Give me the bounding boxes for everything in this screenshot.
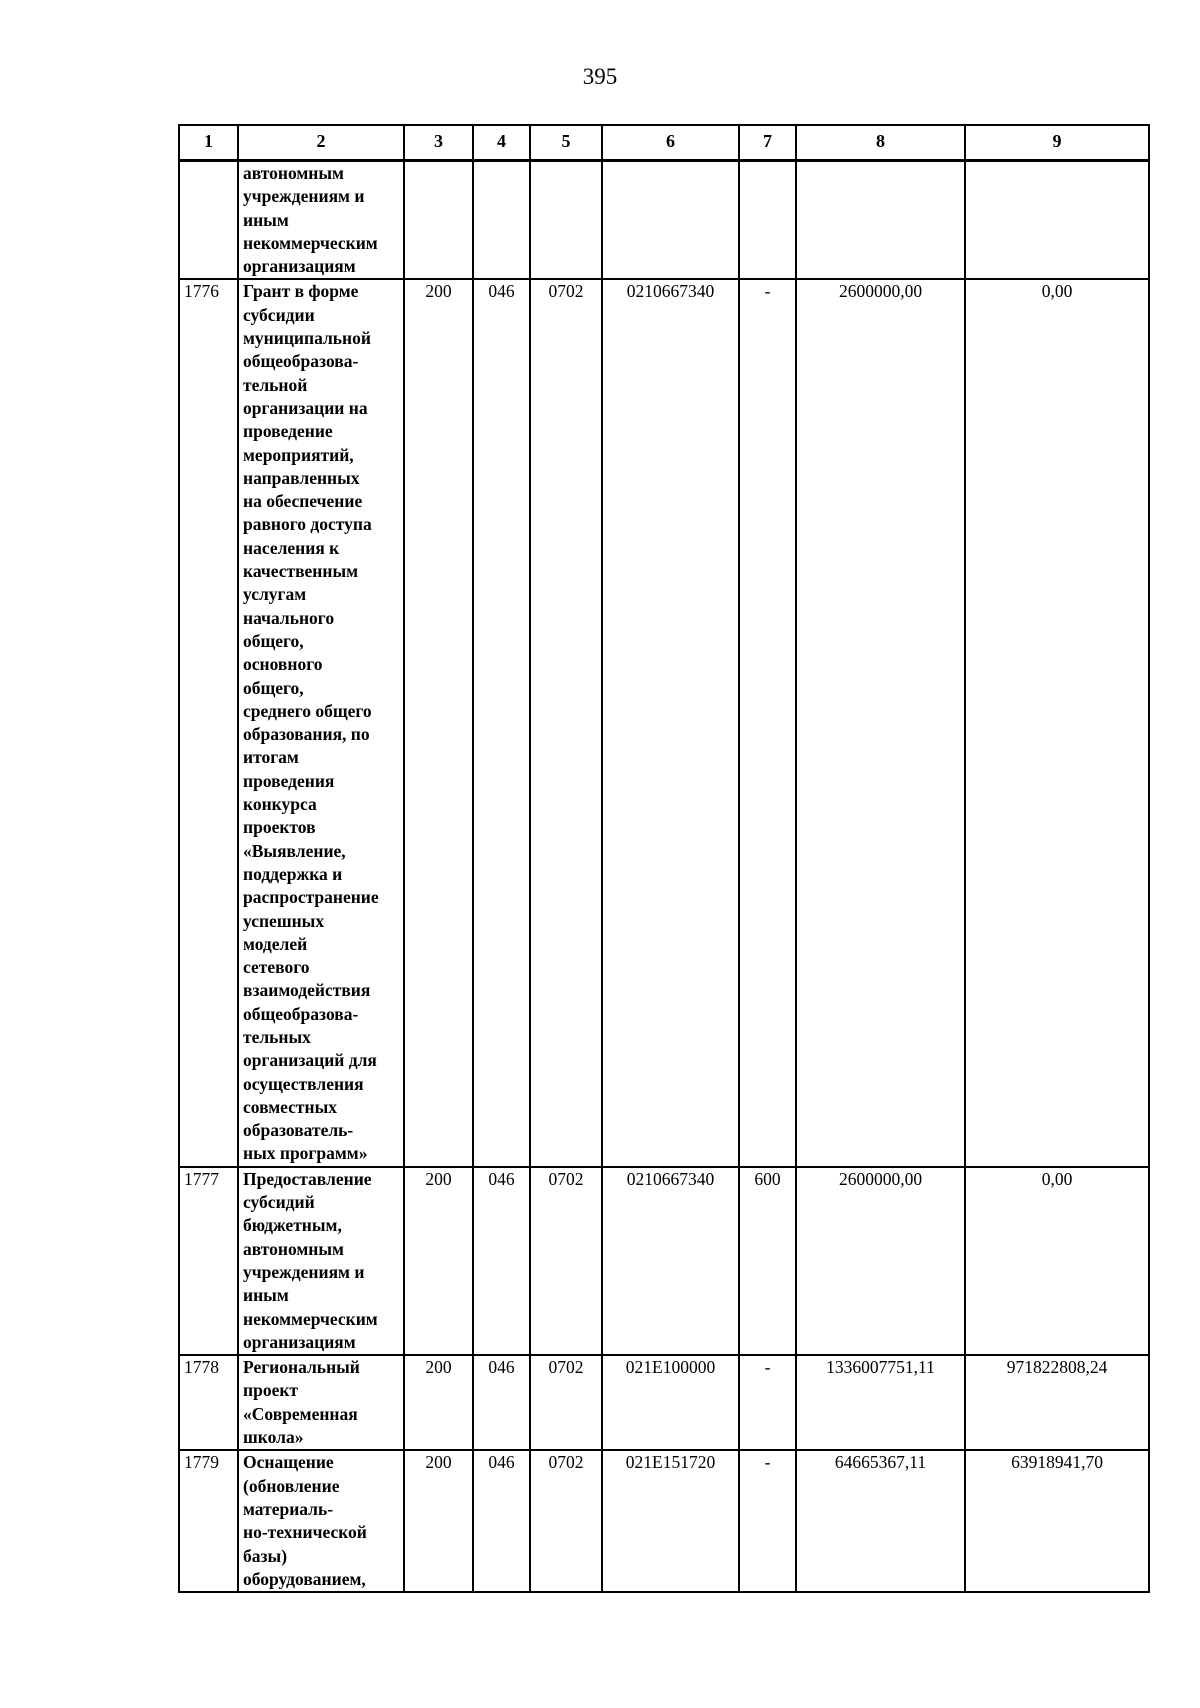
table-body: [179, 161, 1149, 1593]
table-row: [179, 1167, 1149, 1355]
item-name-line: конкурса: [243, 794, 317, 815]
item-name-line: образователь-: [243, 1120, 354, 1141]
department-code-cell: 046: [473, 1355, 530, 1450]
item-name-line: итогам: [243, 747, 299, 768]
item-name-line: начального: [243, 607, 335, 628]
item-name-line: автономным: [243, 163, 344, 183]
item-name-line: равного доступа: [243, 514, 372, 535]
item-name-line: тельной: [243, 374, 308, 395]
item-name-line: общеобразова-: [243, 1003, 359, 1024]
item-name-cell: [238, 1167, 404, 1355]
column-header: 9: [965, 125, 1149, 161]
ministry-code-cell: 200: [404, 1450, 473, 1592]
target-article-cell: 0210667340: [602, 279, 739, 1166]
column-header: 1: [179, 125, 238, 161]
item-name-line: совместных: [243, 1096, 337, 1117]
item-name-line: общеобразова-: [243, 351, 359, 372]
item-name-line: ных программ»: [243, 1143, 368, 1164]
item-name-line: организаций для: [243, 1050, 377, 1071]
amount-year-1-cell: 64665367,11: [796, 1450, 965, 1592]
section-code-cell: 0702: [530, 1167, 602, 1355]
item-name-line: иным: [243, 209, 289, 230]
item-name-line: населения к: [243, 537, 340, 558]
section-code-cell: [530, 161, 602, 280]
item-name-line: учреждениям и: [243, 186, 365, 207]
item-name-line: учреждениям и: [243, 1261, 365, 1282]
item-name-line: на обеспечение: [243, 491, 363, 512]
item-name-line: основного: [243, 654, 323, 675]
item-name-line: бюджетным,: [243, 1215, 342, 1236]
expense-type-cell: 600: [739, 1167, 796, 1355]
item-name-line: успешных: [243, 910, 325, 931]
item-name-line: мероприятий,: [243, 444, 354, 465]
column-header: 4: [473, 125, 530, 161]
target-article-cell: 021E100000: [602, 1355, 739, 1450]
item-name-line: некоммерческим: [243, 232, 378, 253]
column-header: 7: [739, 125, 796, 161]
page-number: 395: [582, 64, 618, 89]
ministry-code-cell: [404, 161, 473, 280]
row-number-cell: [179, 161, 238, 280]
column-header: 5: [530, 125, 602, 161]
department-code-cell: 046: [473, 1167, 530, 1355]
item-name-line: базы): [243, 1545, 288, 1566]
ministry-code-cell: 200: [404, 279, 473, 1166]
item-name-line: Региональный: [243, 1357, 360, 1378]
item-name-line: моделей: [243, 933, 308, 954]
item-name-line: организации на: [243, 397, 368, 418]
section-code-cell: 0702: [530, 1450, 602, 1592]
amount-year-1-cell: [796, 161, 965, 280]
target-article-cell: 0210667340: [602, 1167, 739, 1355]
expense-type-cell: -: [739, 279, 796, 1166]
column-header: 3: [404, 125, 473, 161]
amount-year-2-cell: 63918941,70: [965, 1450, 1149, 1592]
item-name-line: тельных: [243, 1026, 311, 1047]
item-name-line: (обновление: [243, 1475, 340, 1496]
amount-year-1-cell: 2600000,00: [796, 279, 965, 1166]
ministry-code-cell: 200: [404, 1355, 473, 1450]
target-article-cell: 021E151720: [602, 1450, 739, 1592]
item-name-line: муниципальной: [243, 328, 371, 349]
section-code-cell: 0702: [530, 1355, 602, 1450]
item-name-line: некоммерческим: [243, 1308, 378, 1329]
table-header-row: [179, 125, 1149, 161]
item-name-line: организациям: [243, 1331, 356, 1352]
amount-year-2-cell: [965, 161, 1149, 280]
item-name-line: Грант в форме: [243, 281, 359, 302]
amount-year-2-cell: 0,00: [965, 279, 1149, 1166]
item-name-line: но-технической: [243, 1522, 367, 1543]
item-name-line: распространение: [243, 887, 379, 908]
department-code-cell: 046: [473, 279, 530, 1166]
column-header: 2: [238, 125, 404, 161]
item-name-line: проведения: [243, 770, 335, 791]
section-code-cell: 0702: [530, 279, 602, 1166]
item-name-line: «Современная: [243, 1403, 358, 1424]
item-name-cell: [238, 1450, 404, 1592]
item-name-line: Предоставление: [243, 1168, 372, 1189]
item-name-line: поддержка и: [243, 863, 343, 884]
item-name-line: общего,: [243, 630, 304, 651]
item-name-line: организациям: [243, 256, 356, 277]
target-article-cell: [602, 161, 739, 280]
amount-year-2-cell: 971822808,24: [965, 1355, 1149, 1450]
table-row: [179, 279, 1149, 1166]
item-name-line: взаимодействия: [243, 980, 371, 1001]
item-name-line: направленных: [243, 467, 360, 488]
item-name-cell: [238, 279, 404, 1166]
item-name-line: услугам: [243, 584, 307, 605]
department-code-cell: 046: [473, 1450, 530, 1592]
item-name-line: проект: [243, 1380, 299, 1401]
item-name-line: проведение: [243, 421, 333, 442]
row-number-cell: 1777: [179, 1167, 238, 1355]
table-row: [179, 1355, 1149, 1450]
item-name-line: субсидии: [243, 304, 315, 325]
item-name-line: автономным: [243, 1238, 344, 1259]
expense-type-cell: -: [739, 1355, 796, 1450]
item-name-line: образования, по: [243, 724, 370, 745]
item-name-line: сетевого: [243, 957, 310, 978]
item-name-line: иным: [243, 1285, 289, 1306]
table-row: [179, 1450, 1149, 1592]
amount-year-1-cell: 2600000,00: [796, 1167, 965, 1355]
item-name-line: школа»: [243, 1427, 304, 1448]
item-name-line: оборудованием,: [243, 1568, 366, 1589]
item-name-line: субсидий: [243, 1192, 315, 1213]
item-name-line: общего,: [243, 677, 304, 698]
item-name-line: качественным: [243, 561, 359, 582]
department-code-cell: [473, 161, 530, 280]
ministry-code-cell: 200: [404, 1167, 473, 1355]
row-number-cell: 1778: [179, 1355, 238, 1450]
item-name-cell: [238, 161, 404, 280]
expense-type-cell: [739, 161, 796, 280]
column-header: 8: [796, 125, 965, 161]
item-name-line: материаль-: [243, 1498, 334, 1519]
item-name-line: проектов: [243, 817, 316, 838]
amount-year-1-cell: 1336007751,11: [796, 1355, 965, 1450]
item-name-line: среднего общего: [243, 700, 372, 721]
expense-type-cell: -: [739, 1450, 796, 1592]
item-name-line: осуществления: [243, 1073, 364, 1094]
budget-table: [178, 124, 1150, 1593]
item-name-line: Оснащение: [243, 1452, 334, 1473]
amount-year-2-cell: 0,00: [965, 1167, 1149, 1355]
item-name-cell: [238, 1355, 404, 1450]
row-number-cell: 1779: [179, 1450, 238, 1592]
row-number-cell: 1776: [179, 279, 238, 1166]
column-header: 6: [602, 125, 739, 161]
table-row: [179, 161, 1149, 280]
item-name-line: «Выявление,: [243, 840, 346, 861]
